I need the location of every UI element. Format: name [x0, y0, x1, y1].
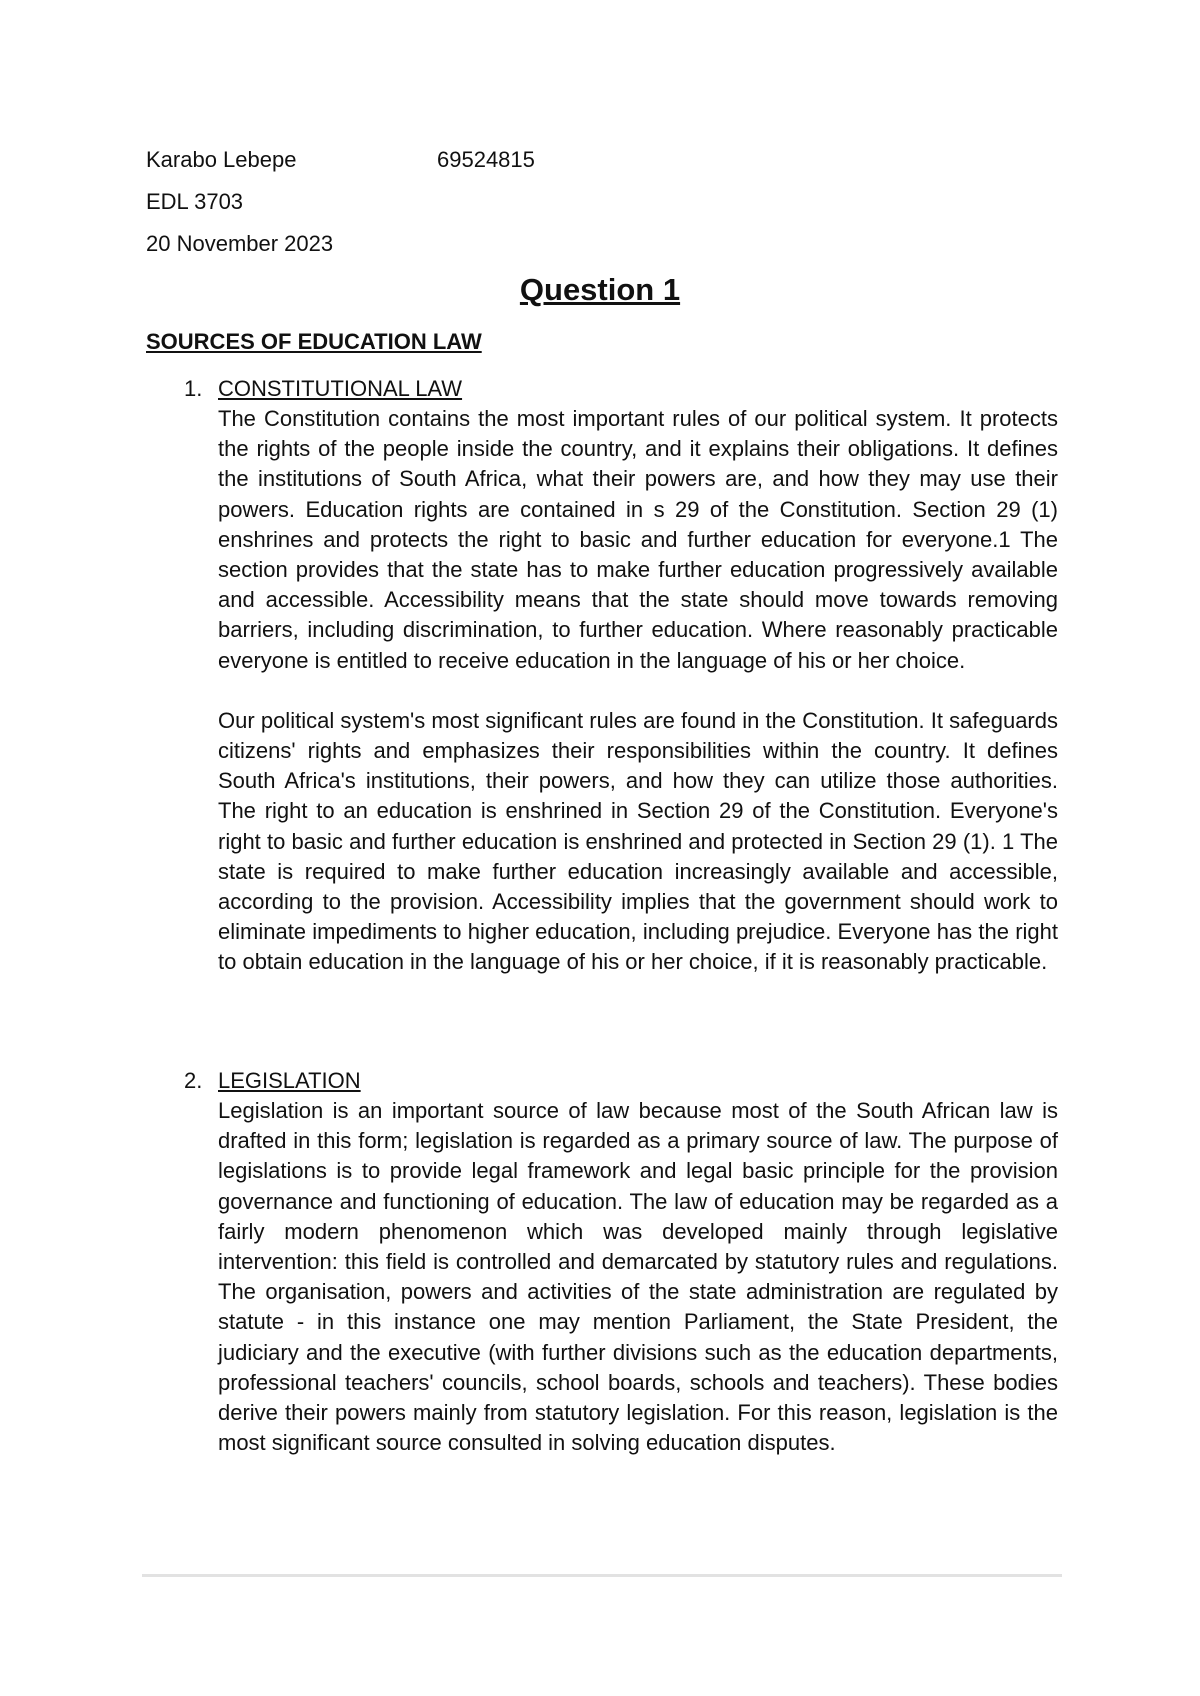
question-title: Question 1	[519, 272, 681, 307]
paragraph: Legislation is an important source of law because most of the South African law is drafted in this form; legislation is regarded as a primary source of law. The purpose of legislations is to provide legal framework and legal basic principle for the provision governance and functioning of education. The law of education may be regarded as a fairly modern phenomenon which was developed mainly through legislative intervention: this field is controlled and demarcated by statutory rules and regulations. The organisation, powers and activities of the state administration are regulated by statute - in this instance one may mention Parliament, the State President, the judiciary and the executive (with further divisions such as the education departments, professional teachers' councils, school boards, schools and teachers). These bodies derive their powers mainly from statutory legislation. For this reason, legislation is the most significant source consulted in solving education disputes.	[218, 1098, 1058, 1456]
module-code: EDL 3703	[146, 189, 244, 214]
section-heading: SOURCES OF EDUCATION LAW	[146, 329, 482, 354]
page-divider	[142, 1574, 1062, 1577]
paragraph: Our political system's most significant rules are found in the Constitution. It safeguards citizens' rights and emphasizes their responsibilities within the country. It defines South Africa's institutions, their powers, and how they can utilize those authorities. The right to an education is enshrined in Section 29 of the Constitution. Everyone's right to basic and further education is enshrined and protected in Section 29 (1). 1 The state is required to make further education increasingly available and accessible, according to the provision. Accessibility implies that the government should work to eliminate impediments to higher education, including prejudice. Everyone has the right to obtain education in the language of his or her choice, if it is reasonably practicable.	[218, 707, 1058, 975]
student-name: Karabo Lebepe	[146, 147, 297, 172]
list-number: 2.	[184, 1068, 203, 1093]
item-heading: LEGISLATION	[218, 1068, 361, 1093]
list-item-body	[218, 374, 1058, 978]
submission-date: 20 November 2023	[146, 231, 334, 256]
list-item-body	[218, 1066, 1058, 1458]
student-number: 69524815	[437, 147, 535, 172]
list-number: 1.	[184, 376, 203, 401]
student-info-line	[146, 146, 535, 174]
item-heading: CONSTITUTIONAL LAW	[218, 376, 463, 401]
paragraph: The Constitution contains the most important rules of our political system. It protects the rights of the people inside the country, and it explains their obligations. It defines the institutions of South Africa, what their powers are, and how they may use their powers. Education rights are contained in s 29 of the Constitution. Section 29 (1) enshrines and protects the right to basic and further education for everyone.1 The section provides that the state has to make further education progressively available and accessible. Accessibility means that the state should move towards removing barriers, including discrimination, to further education. Where reasonably practicable everyone is entitled to receive education in the language of his or her choice.	[218, 406, 1058, 673]
